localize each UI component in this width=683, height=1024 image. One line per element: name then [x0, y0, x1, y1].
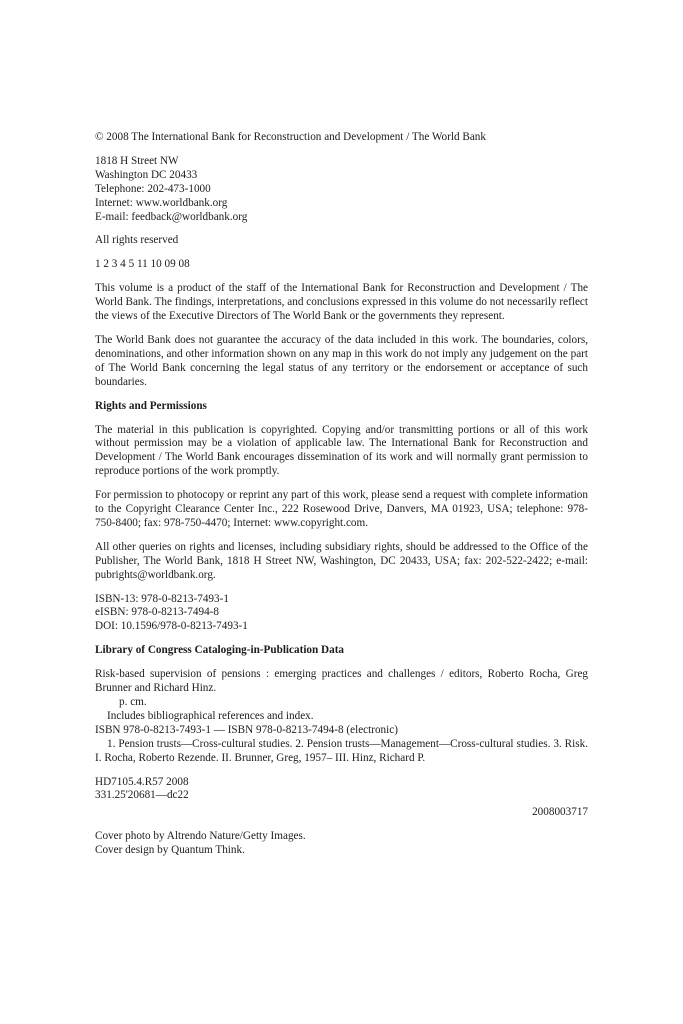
- classification: [95, 776, 588, 804]
- copyright-page: [95, 131, 588, 868]
- rights-reserved: [95, 234, 588, 248]
- identifiers: [95, 593, 588, 635]
- address-internet: Internet: www.worldbank.org: [95, 196, 228, 209]
- copyright-text: © 2008 The International Bank for Reconstruction and Development / The World Bank: [95, 131, 486, 143]
- eisbn: eISBN: 978-0-8213-7494-8: [95, 606, 219, 619]
- rights-paragraph-3: All other queries on rights and licenses, including subsidiary rights, should be addressed to the Office of the Publisher, The World Bank, 1818 H Street NW, Washington, DC 20433, USA; fax: 202-522-2422; e-mail: pubrights@worldbank.org.: [95, 540, 588, 581]
- address-telephone: Telephone: 202-473-1000: [95, 182, 211, 195]
- cip-title-line: Risk-based supervision of pensions : emerging practices and challenges / editors, Roberto Rocha, Greg Brunner and Richard Hinz.: [95, 668, 588, 695]
- dewey-classification: 331.25'20681—dc22: [95, 789, 189, 802]
- cip-pages: p. cm.: [119, 696, 147, 708]
- cover-design-credit: Cover design by Quantum Think.: [95, 844, 245, 857]
- rights-paragraph-1: The material in this publication is copyrighted. Copying and/or transmitting portions or all of this work without permission may be a violation of applicable law. The International Bank for Reconstruction and Development / The World Bank encourages dissemination of its work and will normally grant permission to reproduce portions of the work promptly.: [95, 423, 588, 478]
- rights-permissions-heading: Rights and Permissions: [95, 399, 207, 412]
- cover-photo-credit: Cover photo by Altrendo Nature/Getty Images.: [95, 830, 306, 843]
- cip-record: [95, 668, 588, 765]
- cip-subjects: 1. Pension trusts—Cross-cultural studies. 2. Pension trusts—Management—Cross-cultural studies. 3. Risk. I. Rocha, Roberto Rezende. II. Brunner, Greg, 1957– III. Hinz, Richard P.: [95, 737, 588, 764]
- address-city: Washington DC 20433: [95, 168, 198, 181]
- cover-credits: [95, 830, 588, 858]
- address-email: E-mail: feedback@worldbank.org: [95, 210, 248, 223]
- disclaimer-paragraph-2: The World Bank does not guarantee the accuracy of the data included in this work. The boundaries, colors, denominations, and other information shown on any map in this work do not imply any judgement on the part of The World Bank concerning the legal status of any territory or the endorsement or acceptance of such boundaries.: [95, 333, 588, 388]
- lc-classification: HD7105.4.R57 2008: [95, 775, 189, 788]
- address-street: 1818 H Street NW: [95, 154, 179, 167]
- printing-numbers: 1 2 3 4 5 11 10 09 08: [95, 258, 190, 271]
- printing-line: [95, 258, 588, 272]
- cip-heading: Library of Congress Cataloging-in-Publication Data: [95, 644, 345, 657]
- disclaimer-paragraph-1: This volume is a product of the staff of the International Bank for Reconstruction and Development / The World Bank. The findings, interpretations, and conclusions expressed in this volume do not necessarily reflect the views of the Executive Directors of The World Bank or the governments they represent.: [95, 282, 588, 323]
- lccn: 2008003717: [532, 806, 588, 819]
- isbn-13: ISBN-13: 978-0-8213-7493-1: [95, 592, 229, 605]
- rights-paragraph-2: For permission to photocopy or reprint any part of this work, please send a request with complete information to the Copyright Clearance Center Inc., 222 Rosewood Drive, Danvers, MA 01923, USA; telephone: 978-750-8400; fax: 978-750-4470; Internet: www.copyright.com.: [95, 489, 588, 529]
- cip-includes: Includes bibliographical references and index.: [107, 709, 314, 722]
- rights-reserved-text: All rights reserved: [95, 234, 179, 247]
- cip-isbn: ISBN 978-0-8213-7493-1 — ISBN 978-0-8213-7494-8 (electronic): [95, 723, 398, 736]
- copyright-line: [95, 131, 588, 145]
- doi: DOI: 10.1596/978-0-8213-7493-1: [95, 620, 248, 633]
- publisher-address: [95, 155, 588, 225]
